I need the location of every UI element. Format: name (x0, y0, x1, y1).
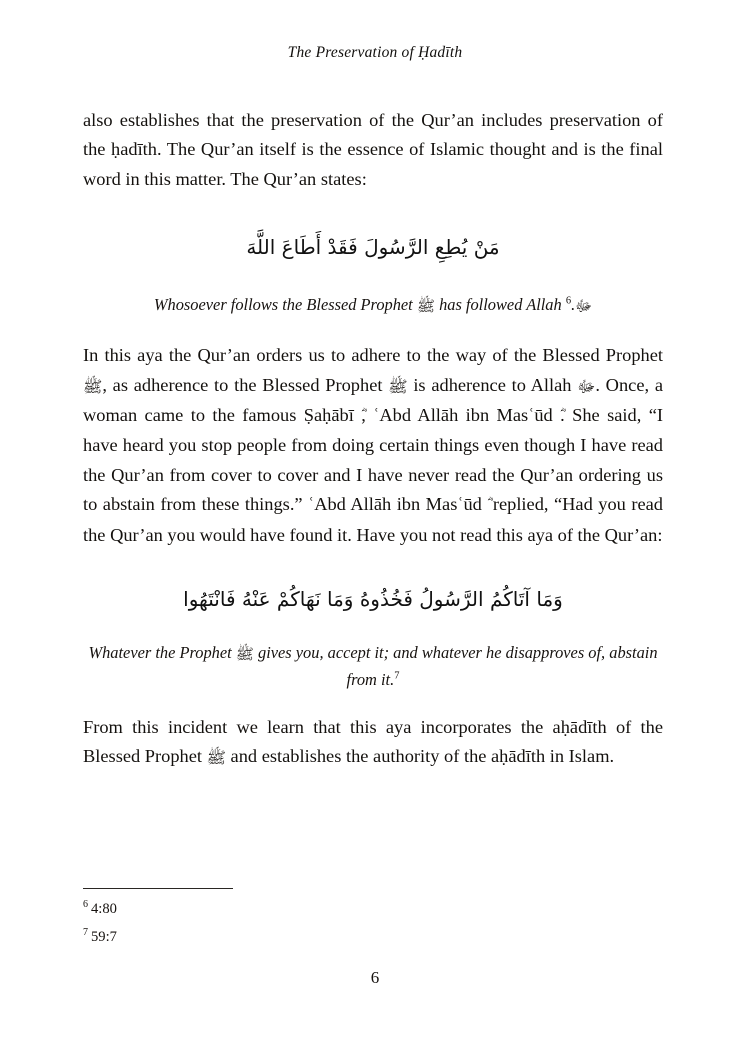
par2-text-g: replied, “Had you read the Qur’an you would have found it. Have you not read this aya of the Qur’an: (83, 494, 663, 545)
footnote-item (83, 900, 663, 918)
jalla-jalaluhu-icon: ﷻ (577, 376, 596, 396)
par3-text-a: From this incident we learn that this aya incorporates the aḥādīth of the Blessed Prophet (83, 717, 663, 767)
sallallahu-alayhi-wasallam-icon: ﷺ (416, 297, 435, 316)
par2-text-b: , as adherence to the Blessed Prophet (102, 374, 389, 395)
footnote-separator-rule (83, 888, 233, 889)
translation-2 (83, 640, 663, 693)
footnote-marker: 6 (83, 899, 88, 911)
paragraph-intro: also establishes that the preservation of the Qur’an includes preservation of the ḥadīth. The Qur’an itself is the essence of Islamic thought and is the final word in this matter. The Qur’an states: (83, 110, 663, 189)
arabic-quote-1: مَنْ يُطِعِ الرَّسُولَ فَقَدْ أَطَاعَ اللَّهَ (246, 235, 500, 260)
par3-text-b: and establishes the authority of the aḥādīth in Islam. (225, 746, 615, 767)
footnote-area (83, 888, 663, 956)
translation-2-text-b: gives you, accept it; and whatever he disapproves of, abstain from it. (253, 643, 658, 690)
par2-text-c: is adherence to Allah (407, 374, 578, 395)
text-column (83, 106, 663, 773)
translation-1 (83, 292, 663, 319)
footnote-ref-6[interactable]: 6 (565, 295, 572, 307)
page-number: 6 (370, 968, 380, 987)
footnote-text: 4:80 (91, 901, 117, 917)
sallallahu-alayhi-wasallam-icon: ﷺ (206, 748, 226, 768)
par2-text-e: , ʿAbd Allāh ibn Masʿūd (361, 405, 561, 426)
paragraph-conclusion (83, 713, 663, 773)
par2-text-f: . She said, “I have heard you stop people from doing certain things even though I have read the Qur’an from cover to cover and I have never read the Qur’an ordering us to abstain from these things.” ʿAbd Allāh ibn Masʿūd (83, 405, 663, 515)
translation-1-text-a: Whosoever follows the Blessed Prophet (153, 295, 417, 315)
running-header: The Preservation of Ḥadīth (287, 44, 463, 61)
footnote-item (83, 928, 663, 946)
sallallahu-alayhi-wasallam-icon: ﷺ (83, 376, 103, 396)
paragraph-spacer (83, 319, 663, 341)
translation-2-text-a: Whatever the Prophet (88, 643, 236, 663)
paragraph-aya-explanation (83, 341, 663, 550)
arabic-quote-2: وَمَا آتَاكُمُ الرَّسُولُ فَخُذُوهُ وَمَا نَهَاكُمْ عَنْهُ فَانْتَهُوا (183, 587, 563, 612)
sallallahu-alayhi-wasallam-icon: ﷺ (235, 645, 254, 664)
footnote-text: 59:7 (91, 929, 117, 945)
translation-1-text-b: has followed Allah (434, 295, 566, 315)
sallallahu-alayhi-wasallam-icon: ﷺ (388, 376, 408, 396)
translation-1-text-c: . (571, 295, 576, 315)
paragraph-spacer (83, 693, 663, 713)
footnote-marker: 7 (83, 927, 88, 939)
par2-text-d: . Once, a woman came to the famous Ṣaḥābī (83, 374, 663, 426)
par2-text-a: In this aya the Qur’an orders us to adhere to the way of the Blessed Prophet (83, 345, 663, 366)
jalla-jalaluhu-icon: ﷻ (575, 297, 593, 316)
footnote-ref-7[interactable]: 7 (394, 670, 400, 682)
